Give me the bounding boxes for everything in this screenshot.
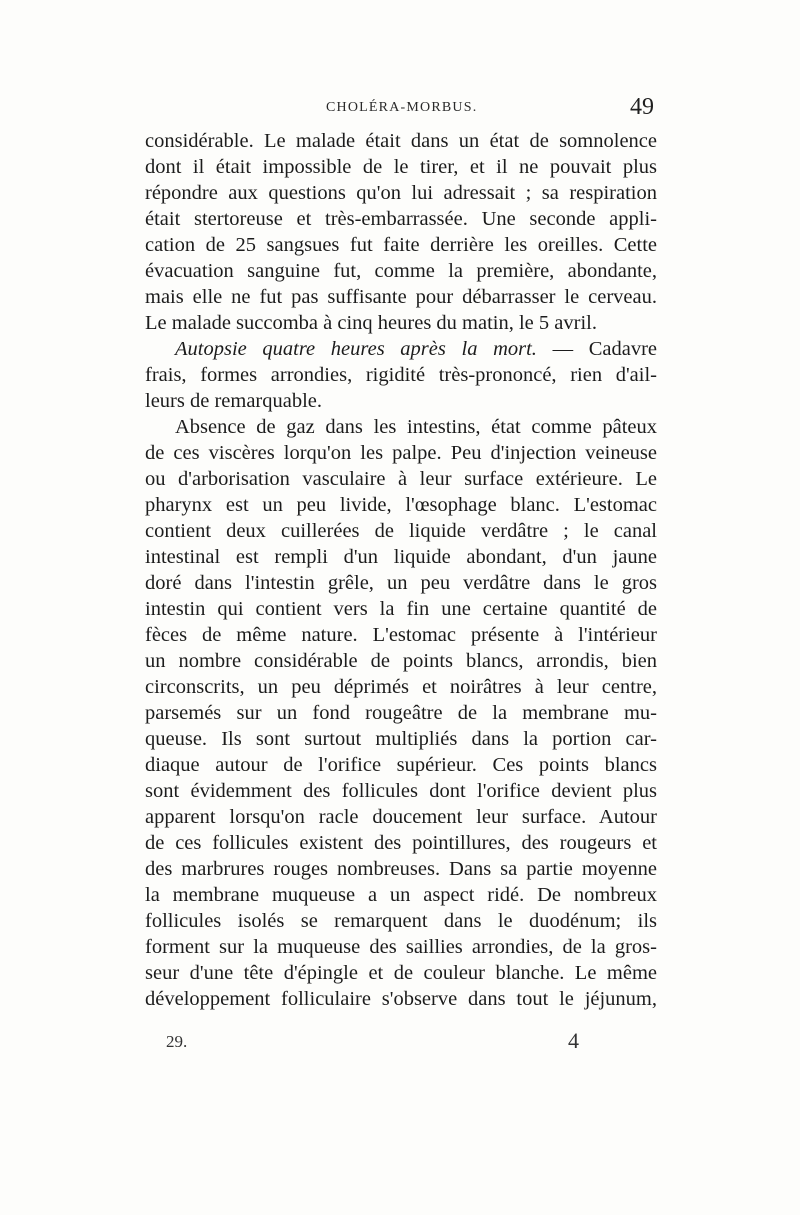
text-line: doré dans l'intestin grêle, un peu verdâtre dans le gros <box>145 572 657 594</box>
text-line: forment sur la muqueuse des saillies arrondies, de la gros- <box>145 936 657 958</box>
text-line: intestin qui contient vers la fin une certaine quantité de <box>145 598 657 620</box>
text-line: leurs de remarquable. <box>145 390 323 412</box>
text-line: parsemés sur un fond rougeâtre de la membrane mu- <box>145 702 657 724</box>
page-number: 49 <box>630 94 654 120</box>
text-line: développement folliculaire s'observe dans tout le jéjunum, <box>145 988 657 1010</box>
text-line: follicules isolés se remarquent dans le duodénum; ils <box>145 910 657 932</box>
text-line: apparent lorsqu'on racle doucement leur surface. Autour <box>145 806 657 828</box>
text-line: était stertoreuse et très-embarrassée. Une seconde appli- <box>145 208 657 230</box>
text-line: de ces follicules existent des pointillures, des rougeurs et <box>145 832 657 854</box>
running-title: CHOLÉRA-MORBUS. <box>326 100 478 115</box>
text-line: de ces viscères lorqu'on les palpe. Peu d'injection veineuse <box>145 442 657 464</box>
autopsy-heading: Autopsie quatre heures après la mort. <box>175 338 537 360</box>
signature-number: 4 <box>568 1028 579 1053</box>
text-line: sont évidemment des follicules dont l'orifice devient plus <box>145 780 657 802</box>
text-line: seur d'une tête d'épingle et de couleur blanche. Le même <box>145 962 657 984</box>
text-line: Absence de gaz dans les intestins, état comme pâteux <box>175 416 657 438</box>
text-line: circonscrits, un peu déprimés et noirâtres à leur centre, <box>145 676 657 698</box>
body-text <box>145 128 657 1012</box>
text-line: Le malade succomba à cinq heures du matin, le 5 avril. <box>145 312 597 334</box>
text-line: considérable. Le malade était dans un état de somnolence <box>145 130 657 152</box>
text-line-rest: — Cadavre <box>552 338 658 360</box>
autopsy-heading-line <box>145 336 657 362</box>
running-head <box>0 94 800 124</box>
text-line: contient deux cuillerées de liquide verdâtre ; le canal <box>145 520 657 542</box>
text-line: des marbrures rouges nombreuses. Dans sa partie moyenne <box>145 858 657 880</box>
printer-signature-line <box>0 1028 800 1058</box>
text-line: queuse. Ils sont surtout multipliés dans la portion car- <box>145 728 657 750</box>
text-line: ou d'arborisation vasculaire à leur surface extérieure. Le <box>145 468 657 490</box>
text-line: évacuation sanguine fut, comme la première, abondante, <box>145 260 657 282</box>
text-line: cation de 25 sangsues fut faite derrière les oreilles. Cette <box>145 234 657 256</box>
text-line: dont il était impossible de le tirer, et il ne pouvait plus <box>145 156 657 178</box>
text-line: intestinal est rempli d'un liquide abondant, d'un jaune <box>145 546 657 568</box>
text-line: fèces de même nature. L'estomac présente à l'intérieur <box>145 624 657 646</box>
text-line: répondre aux questions qu'on lui adressait ; sa respiration <box>145 182 657 204</box>
text-line: diaque autour de l'orifice supérieur. Ces points blancs <box>145 754 657 776</box>
signature-mark: 29. <box>166 1032 188 1051</box>
text-line: pharynx est un peu livide, l'œsophage blanc. L'estomac <box>145 494 657 516</box>
text-line: mais elle ne fut pas suffisante pour débarrasser le cerveau. <box>145 286 657 308</box>
text-line: la membrane muqueuse a un aspect ridé. De nombreux <box>145 884 657 906</box>
text-line: frais, formes arrondies, rigidité très-prononcé, rien d'ail- <box>145 364 657 386</box>
text-line: un nombre considérable de points blancs, arrondis, bien <box>145 650 657 672</box>
